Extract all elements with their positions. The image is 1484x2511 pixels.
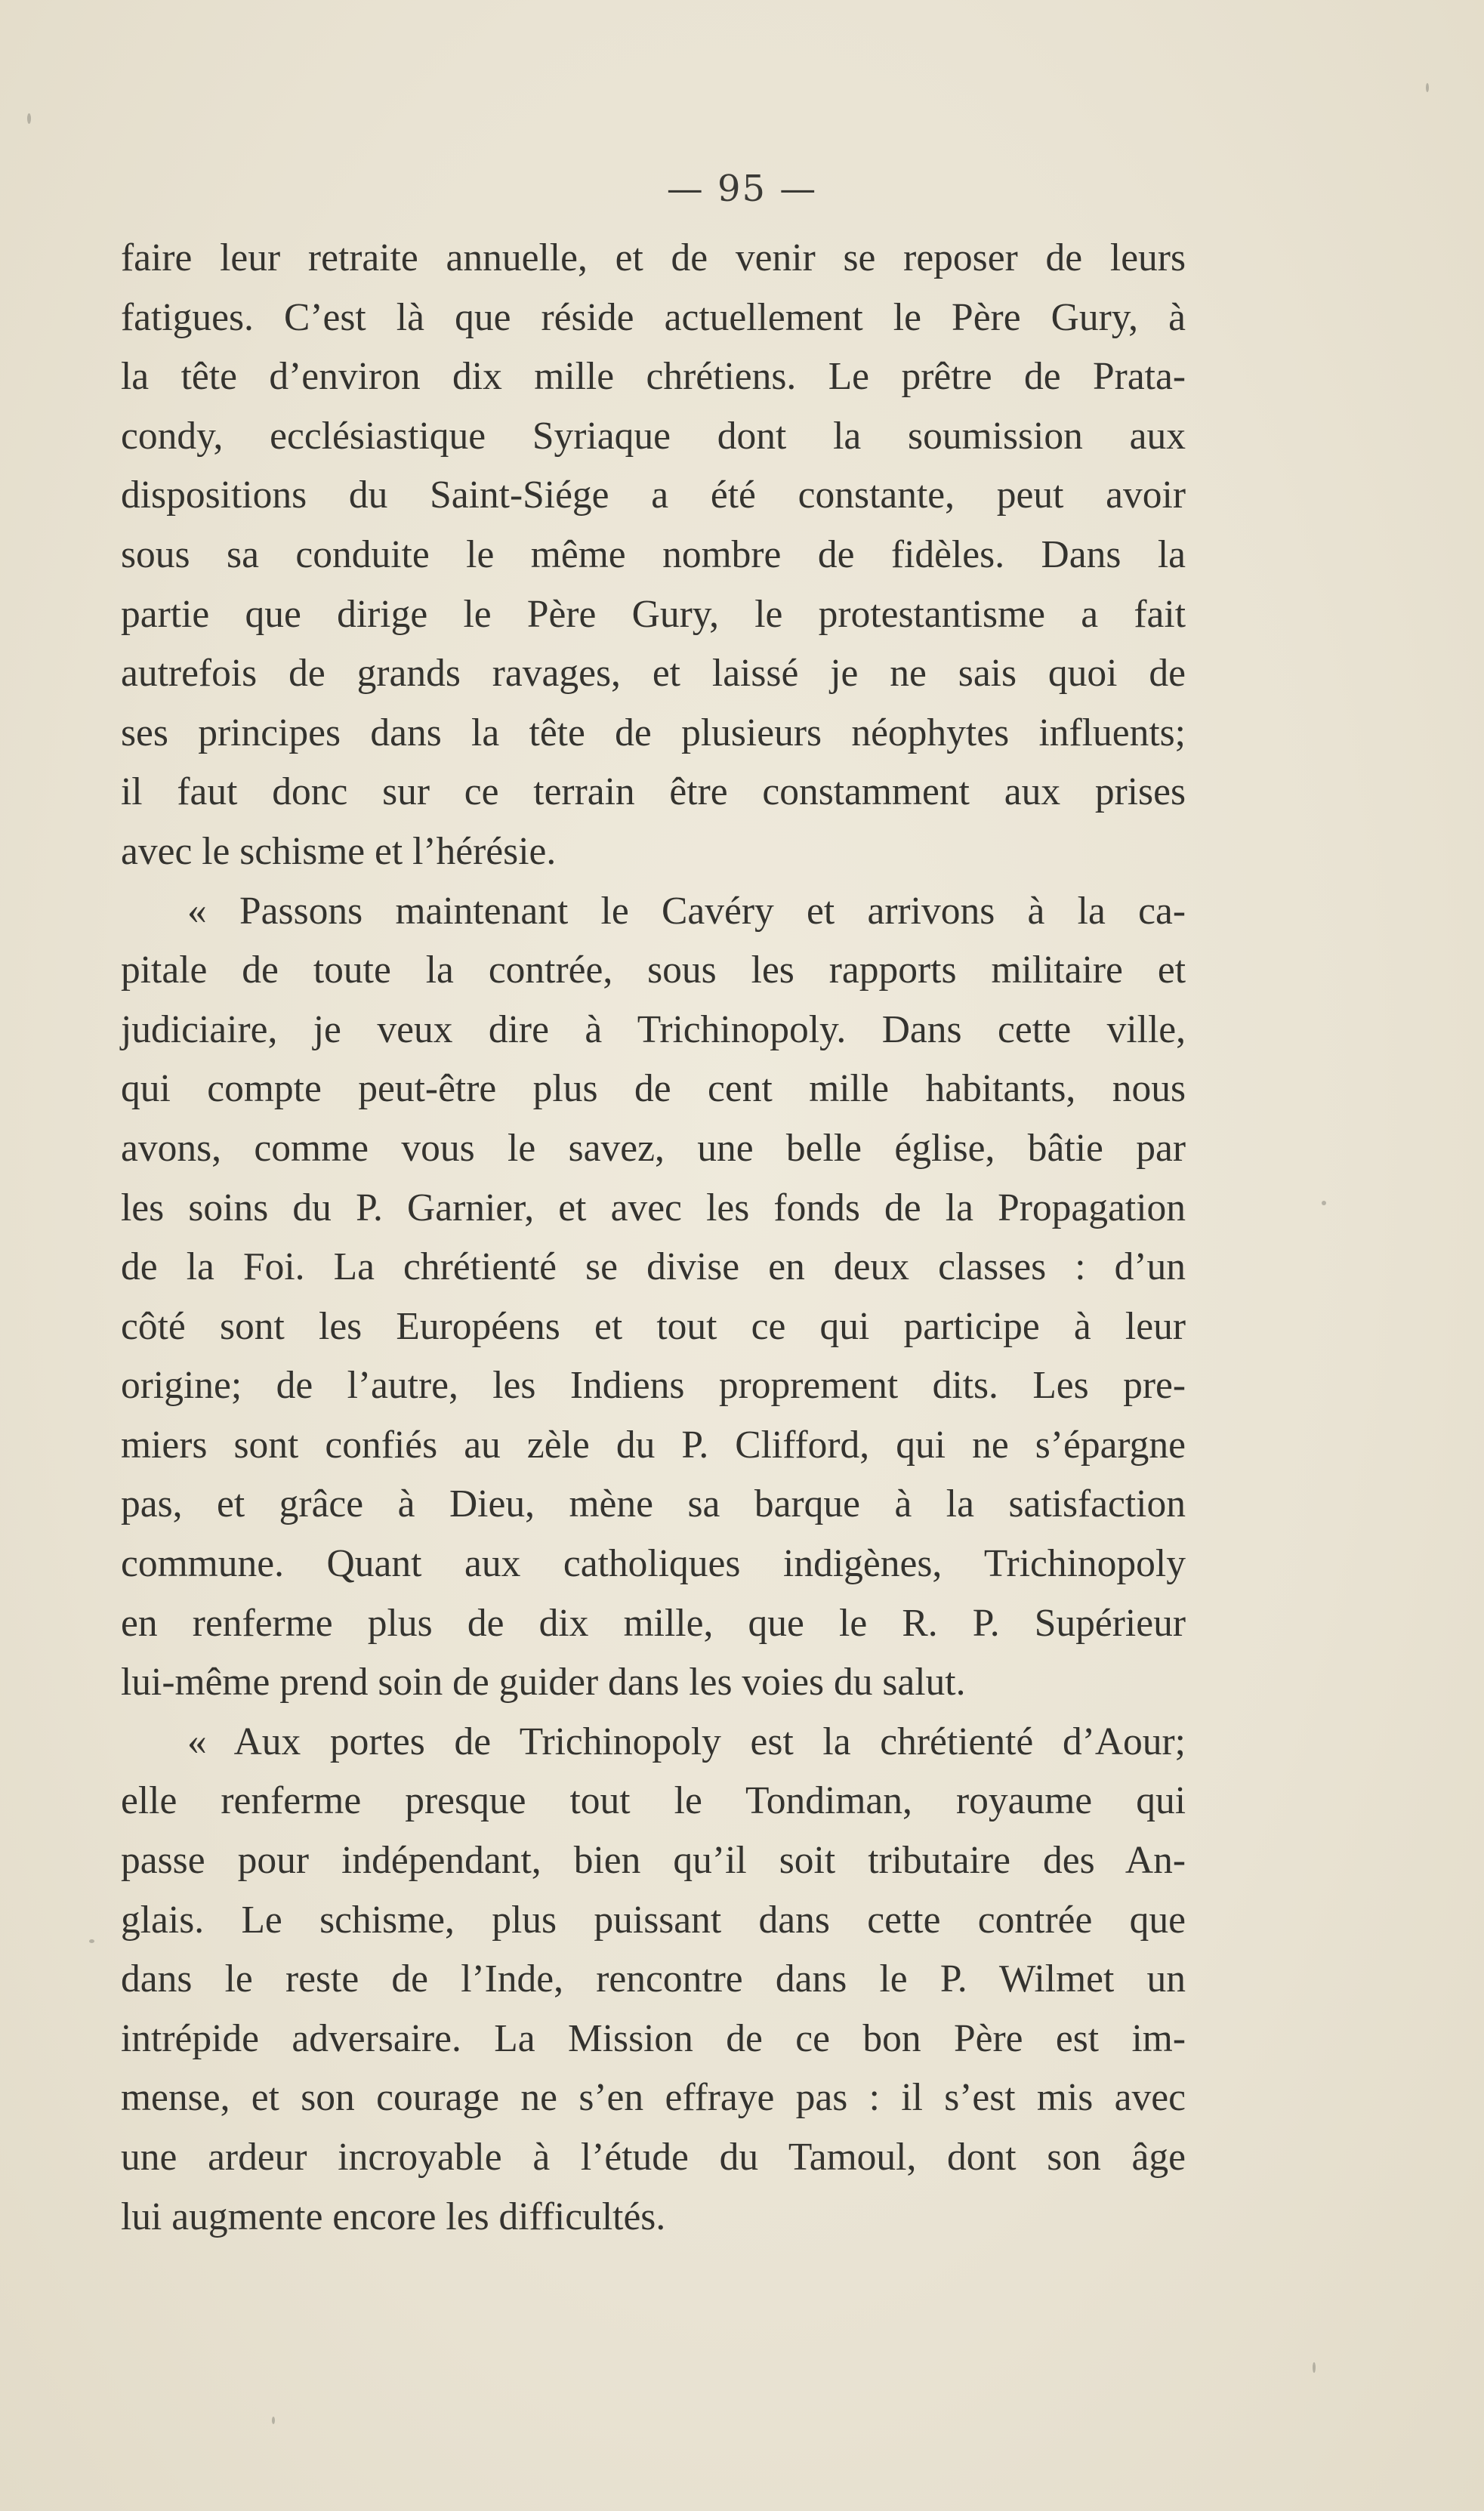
text-line: les soins du P. Garnier, et avec les fonds de la Propagation (121, 1186, 1186, 1229)
text-line: « Passons maintenant le Cavéry et arrivons à la ca- (187, 889, 1186, 933)
text-line: passe pour indépendant, bien qu’il soit tributaire des An- (121, 1839, 1186, 1883)
text-line: une ardeur incroyable à l’étude du Tamoul, dont son âge (121, 2136, 1186, 2179)
text-line: pas, et grâce à Dieu, mène sa barque à la satisfaction (121, 1482, 1186, 1526)
text-line: en renferme plus de dix mille, que le R. P. Supérieur (121, 1601, 1186, 1645)
text-line: commune. Quant aux catholiques indigènes, Trichinopoly (121, 1542, 1186, 1586)
text-line: intrépide adversaire. La Mission de ce bon Père est im- (121, 2016, 1186, 2060)
text-line: dispositions du Saint-Siége a été constante, peut avoir (121, 474, 1186, 517)
text-line: origine; de l’autre, les Indiens proprement dits. Les pre- (121, 1364, 1186, 1408)
text-line: avons, comme vous le savez, une belle église, bâtie par (121, 1126, 1186, 1170)
text-line: il faut donc sur ce terrain être constamment aux prises (121, 770, 1186, 814)
text-line: sous sa conduite le même nombre de fidèles. Dans la (121, 532, 1186, 576)
text-line: lui-même prend soin de guider dans les voies du salut. (121, 1661, 966, 1704)
text-line: condy, ecclésiastique Syriaque dont la soumission aux (121, 414, 1186, 458)
text-line: lui augmente encore les difficultés. (121, 2195, 666, 2238)
body-text (121, 229, 1186, 2247)
text-line: mense, et son courage ne s’en effraye pas : il s’est mis avec (121, 2076, 1186, 2120)
text-line: « Aux portes de Trichinopoly est la chrétienté d’Aour; (187, 1720, 1186, 1763)
text-line: côté sont les Européens et tout ce qui participe à leur (121, 1304, 1186, 1348)
paper-speck (27, 113, 31, 124)
paper-speck (1322, 1201, 1326, 1205)
paper-speck (89, 1939, 94, 1943)
text-line: de la Foi. La chrétienté se divise en deux classes : d’un (121, 1245, 1186, 1289)
text-line: la tête d’environ dix mille chrétiens. Le prêtre de Prata- (121, 355, 1186, 399)
text-line: partie que dirige le Père Gury, le protestantisme a fait (121, 592, 1186, 636)
text-line: miers sont confiés au zèle du P. Clifford, qui ne s’épargne (121, 1423, 1186, 1467)
paper-speck (272, 2417, 275, 2424)
text-line: pitale de toute la contrée, sous les rapports militaire et (121, 949, 1186, 992)
text-line: faire leur retraite annuelle, et de venir se reposer de leurs (121, 236, 1186, 279)
text-line: dans le reste de l’Inde, rencontre dans le P. Wilmet un (121, 1957, 1186, 2001)
text-line: qui compte peut-être plus de cent mille habitants, nous (121, 1067, 1186, 1111)
text-line: ses principes dans la tête de plusieurs néophytes influents; (121, 711, 1186, 754)
text-line: glais. Le schisme, plus puissant dans cette contrée que (121, 1898, 1186, 1942)
text-line: elle renferme presque tout le Tondiman, royaume qui (121, 1779, 1186, 1823)
text-line: autrefois de grands ravages, et laissé je ne sais quoi de (121, 652, 1186, 696)
text-line: avec le schisme et l’hérésie. (121, 829, 557, 873)
text-line: fatigues. C’est là que réside actuellement le Père Gury, à (121, 295, 1186, 339)
page-number: — 95 — (666, 168, 818, 210)
paper-speck (1313, 2362, 1316, 2373)
paper-speck (1426, 83, 1429, 92)
text-line: judiciaire, je veux dire à Trichinopoly. Dans cette ville, (121, 1007, 1186, 1051)
